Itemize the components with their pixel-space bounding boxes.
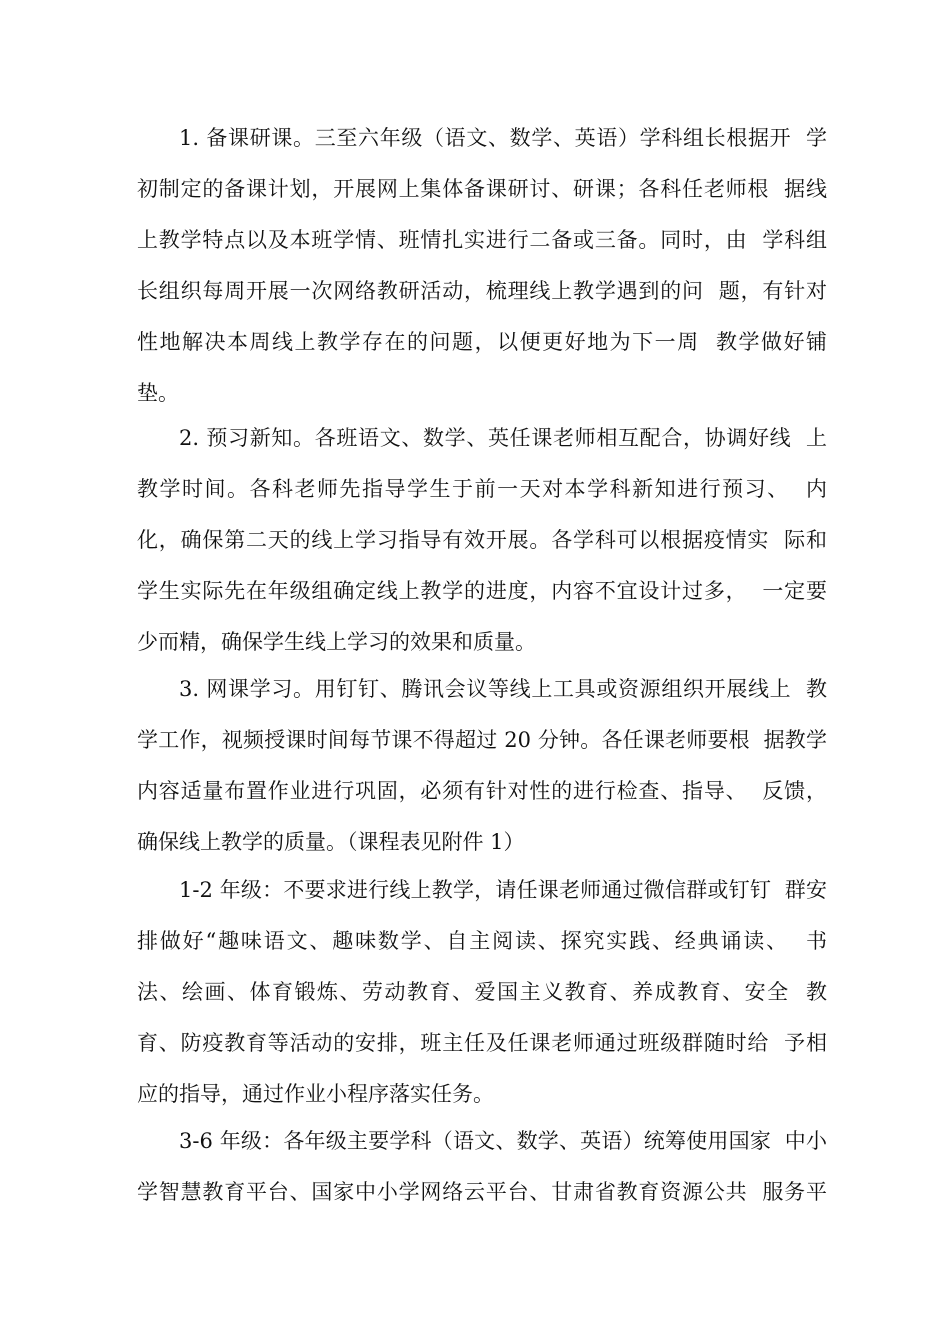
text-line: 内容适量布置作业进行巩固，必须有针对性的进行检查、指导、 反馈， [137,779,827,803]
text-line: 学生实际先在年级组确定线上教学的进度，内容不宜设计过多， 一定要 [137,579,827,603]
paragraph-grades-3-6 [137,1116,827,1218]
text-line: 学智慧教育平台、国家中小学网络云平台、甘肃省教育资源公共 服务平 [137,1180,827,1204]
text-line: 2. 预习新知。各班语文、数学、英任课老师相互配合，协调好线 上 [179,426,827,450]
text-line: 育、防疫教育等活动的安排，班主任及任课老师通过班级群随时给 予相 [137,1031,827,1055]
text-line: 排做好“趣味语文、趣味数学、自主阅读、探究实践、经典诵读、 书 [137,929,827,953]
text-line: 法、绘画、体育锻炼、劳动教育、爱国主义教育、养成教育、安全 教 [137,980,827,1004]
text-line: 1-2 年级：不要求进行线上教学，请任课老师通过微信群或钉钉 群安 [179,878,827,902]
text-line: 初制定的备课计划，开展网上集体备课研讨、研课；各科任老师根 据线 [137,177,827,201]
text-line: 长组织每周开展一次网络教研活动，梳理线上教学遇到的问 题，有针对 [137,279,827,303]
text-line: 垫。 [137,381,179,405]
paragraph-lesson-preparation [137,113,827,419]
text-line: 学工作，视频授课时间每节课不得超过 20 分钟。各任课老师要根 据教学 [137,728,827,752]
text-line: 上教学特点以及本班学情、班情扎实进行二备或三备。同时，由 学科组 [137,228,827,252]
text-line: 3-6 年级：各年级主要学科（语文、数学、英语）统筹使用国家 中小 [179,1129,827,1153]
text-line: 教学时间。各科老师先指导学生于前一天对本学科新知进行预习、 内 [137,477,827,501]
paragraph-preview-new-knowledge [137,413,827,668]
paragraph-online-classes [137,664,827,868]
paragraph-grades-1-2 [137,865,827,1120]
text-line: 应的指导，通过作业小程序落实任务。 [137,1082,494,1106]
text-line: 确保线上教学的质量。（课程表见附件 1） [137,830,525,854]
text-line: 性地解决本周线上教学存在的问题，以便更好地为下一周 教学做好铺 [137,330,827,354]
text-line: 3. 网课学习。用钉钉、腾讯会议等线上工具或资源组织开展线上 教 [179,677,827,701]
text-line: 少而精，确保学生线上学习的效果和质量。 [137,630,536,654]
text-line: 化，确保第二天的线上学习指导有效开展。各学科可以根据疫情实 际和 [137,528,827,552]
text-line: 1. 备课研课。三至六年级（语文、数学、英语）学科组长根据开 学 [179,126,827,150]
